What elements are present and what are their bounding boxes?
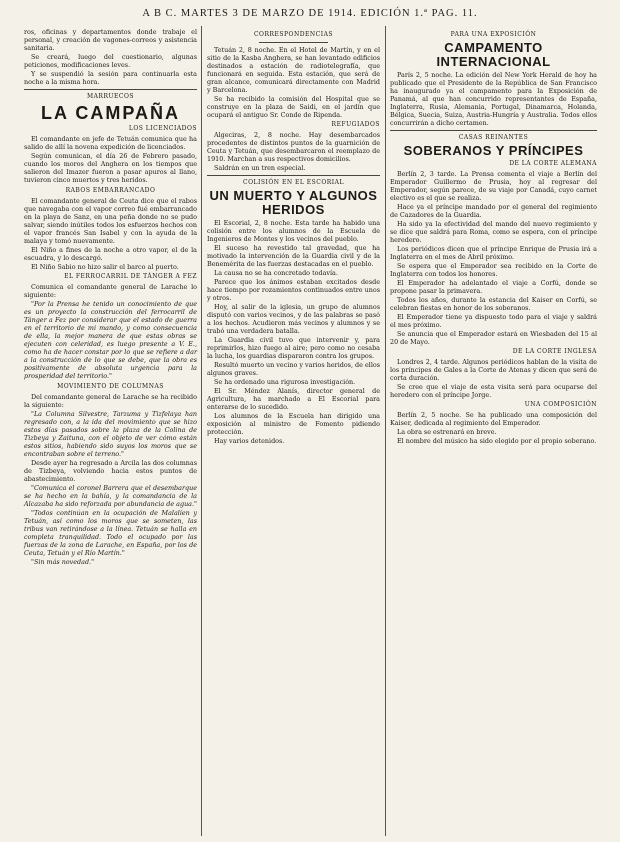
- subhead: DE LA CORTE ALEMANA: [509, 160, 597, 167]
- column-1: [24, 28, 197, 567]
- subhead: REFUGIADOS: [331, 121, 380, 128]
- paragraph: Parece que los ánimos estaban excitados desde hace tiempo por rozamientos continuados entre unos y otros.: [207, 278, 380, 302]
- paragraph: Se creará, luego del cuestionario, algunas peticiones, modificaciones leves.: [24, 53, 197, 69]
- paragraph: Desde ayer ha regresado a Arcila las dos columnas de Tizbeya, volviendo hacia estos puntos de abastecimiento.: [24, 459, 197, 483]
- section-kicker: CORRESPONDENCIAS: [253, 31, 334, 38]
- paragraph: El Sr. Méndez Alanís, director general de Agricultura, ha marchado a El Escorial para enterarse de lo sucedido.: [207, 387, 380, 411]
- column-3: [390, 28, 597, 446]
- column-rule: [385, 26, 386, 836]
- paragraph: Los alumnos de la Escuela han dirigido una exposición al ministro de Fomento pidiendo protección.: [207, 412, 380, 436]
- paragraph: El comandante general de Ceuta dice que el rabos que navegaba con el vapor correo fué embarrancado en la playa de Sanz, en una peña donde no se pudo salvar, siendo inútiles todos los esfuerzos hechos con el vapor francés San Isabel y con la ayuda de la malaya y tomó nuevamente.: [24, 197, 197, 245]
- headline: SOBERANOS Y PRÍNCIPES: [403, 143, 584, 158]
- subhead: MOVIMIENTO DE COLUMNAS: [57, 383, 164, 390]
- paragraph: Hay varios detenidos.: [214, 437, 285, 445]
- subhead: RABOS EMBARRANCADO: [65, 187, 156, 194]
- column-rule: [201, 26, 202, 836]
- paragraph: Hoy, al salir de la iglesia, un grupo de alumnos disputó con varios vecinos, y de las palabras se pasó a los hechos. Acudieron más vecinos y alumnos y se trabó una verdadera batalla.: [207, 303, 380, 335]
- paragraph: Berlín 2, 5 noche. Se ha publicado una composición del Kaiser, dedicada al regimiento del Emperador.: [390, 411, 597, 427]
- divider: [24, 89, 197, 90]
- paragraph: "La Columna Silvestre, Tarzuma y Tizfelaya han regresado con, a la ida del movimiento que se hizo estos días pasados sobre la plaza de la Colina de Tizbeya y Zaituna, con el objeto de ver cómo están estos sitios, habiendo sido suyos los moros que se encontraban sobre el terreno.": [24, 410, 197, 458]
- paragraph: "Sin más novedad.": [31, 558, 95, 566]
- subhead: UNA COMPOSICIÓN: [524, 401, 597, 408]
- paragraph: El Niño a fines de la noche a otro vapor, el de la escuadra, y lo descargó.: [24, 246, 197, 262]
- divider: [259, 42, 328, 43]
- paragraph: "Todos continúan en la ocupación de Malalíen y Tetuán, así como los moros que se someten, las tribus van retirándose a la línea. Tetuán se halla en completa tranquilidad. Todo el ocupado por las fuerzas de la zona de Larache, en España, por los de Ceuta, Tetuán y el Río Martín.": [24, 509, 197, 557]
- paragraph: Tetuán 2, 8 noche. En el Hotel de Martín, y en el sitio de la Kasba Anghera, se han levantado edificios destinados a estación de radiotelegrafía, que funcionará en seguida. Esta estación, que será de gran alcance, comunicará directamente con Madrid y Barcelona.: [207, 46, 380, 94]
- paragraph: La causa no se ha concretado todavía.: [214, 269, 338, 277]
- subhead: DE LA CORTE INGLESA: [512, 348, 597, 355]
- paragraph: Berlín 2, 3 tarde. La Prensa comenta el viaje a Berlín del Emperador Guillermo de Prusia, hoy al regresar del Emperador, según parece, de su viaje por Canadá, cuyo carnet electivo es el que se realiza.: [390, 170, 597, 202]
- section-kicker: PARA UNA EXPOSICIÓN: [450, 31, 537, 38]
- paragraph: Se espera que el Emperador sea recibido en la Corte de Inglaterra con todos los honores.: [390, 262, 597, 278]
- paragraph: Se ha recibido la comisión del Hospital que se construye en la plaza de Saidi, en el jardín que ocupará el antiguo Sr. Conde de Ripenda.: [207, 95, 380, 119]
- paragraph: Todos los años, durante la estancia del Kaiser en Corfú, se celebran fiestas en honor de los soberanos.: [390, 296, 597, 312]
- headline: CAMPAMENTO INTERNACIONAL: [436, 40, 551, 69]
- column-2: [207, 28, 380, 446]
- paragraph: El Escorial, 2, 8 noche. Esta tarde ha habido una colisión entre los alumnos de la Escuela de Ingenieros de Montes y los vecinos del pueblo.: [207, 219, 380, 243]
- paragraph: El suceso ha revestido tal gravedad, que ha motivado la intervención de la Guardia civil y de la Benemérita de las fuerzas destacadas en el pueblo.: [207, 244, 380, 268]
- divider: [207, 175, 380, 176]
- subhead: EL FERROCARRIL DE TÁNGER A FEZ: [64, 273, 197, 280]
- paragraph: El comandante en jefe de Tetuán comunica que ha salido de allí la novena expedición de licenciados.: [24, 135, 197, 151]
- paragraph: "Por la Prensa he tenido un conocimiento de que es un proyecto la construcción del ferrocarril de Tánger a Fez por considerar que el estado de guerra en el territorio de mi mando, y como consecuencia de ella, la mejor manera de que estas obras se ejecuten con celeridad, es luego presente a V. E., como ha de hacer constar por lo que se refiere a dar a la construcción de lo que se debe, que la obra es positivamente de absoluta urgencia para la prosperidad del territorio.": [24, 300, 197, 380]
- subhead: LOS LICENCIADOS: [128, 125, 197, 132]
- paragraph: Algeciras, 2, 8 noche. Hay desembarcados procedentes de distintos puntos de la guarnición de Ceuta y Tetuán, que desembarcaron el reemplazo de 1910. Marchan a sus respectivos domicilios.: [207, 131, 380, 163]
- paragraph: Saldrán en un tren especial.: [214, 164, 306, 172]
- paragraph: Ha sido ya la efectividad del mando del nuevo regimiento y se dice que saldrá para Roma, como se espera, con el príncipe heredero.: [390, 220, 597, 244]
- paragraph: Resultó muerto un vecino y varios heridos, de ellos algunos graves.: [207, 361, 380, 377]
- paragraph: La obra se estrenará en breve.: [397, 428, 497, 436]
- headline: UN MUERTO Y ALGUNOS HERIDOS: [209, 188, 378, 217]
- paragraph: ros, oficinas y departamentos donde trabaje el personal, y creación de vagones-correos y asistencia sanitaria.: [24, 28, 197, 52]
- paragraph: Londres 2, 4 tarde. Algunos periódicos hablan de la visita de los príncipes de Gales a la Corte de Atenas y dicen que será de corta duración.: [390, 358, 597, 382]
- paragraph: Hace ya el príncipe mandado por el general del regimiento de Cazadores de la Guardia.: [390, 203, 597, 219]
- section-kicker: CASAS REINANTES: [458, 134, 529, 141]
- divider: [390, 130, 597, 131]
- paragraph: Se cree que el viaje de esta visita será para ocuparse del heredero con el príncipe Jorge.: [390, 383, 597, 399]
- paragraph: Según comunican, el día 26 de Febrero pasado, cuando los moros del Anghera en los tiempos que salieron del Imazer fueron a pasar apuros al llano, tuvieron cinco muertos y tres heridos.: [24, 152, 197, 184]
- paragraph: París 2, 5 noche. La edición del New York Herald de hoy ha publicado que el Presidente de la República de San Francisco ha inaugurado ya el campamento para la Exposición de Panamá, al que han concurrido representantes de España, Inglaterra, Rusia, Alemania, Portugal, Dinamarca, Holanda, Bélgica, Suecia, Suiza, Austria-Hungría y Australia. Todos ellos concurrirán a dicho certamen.: [390, 71, 597, 127]
- paragraph: El Niño Sabio no hizo salir el barco al puerto.: [31, 263, 179, 271]
- paragraph: Comunica el comandante general de Larache lo siguiente:: [24, 283, 197, 299]
- paragraph: "Comunica el coronel Barrera que el desembarque se ha hecho en la bahía, y la comandancia de la Alcazaba ha sido reforzada por abundancia de agua.": [24, 484, 197, 508]
- paragraph: Y se suspendió la sesión para continuarla esta noche a la misma hora.: [24, 70, 197, 86]
- masthead: A B C. MARTES 3 DE MARZO DE 1914. EDICIÓN 1.ª PAG. 11.: [142, 8, 478, 19]
- paragraph: El Emperador ha adelantado el viaje a Corfú, donde se propone pasar la primavera.: [390, 279, 597, 295]
- section-kicker: MARRUECOS: [86, 93, 135, 100]
- paragraph: La Guardia civil tuvo que intervenir y, para reprimirlos, hizo fuego al aire; pero como no cesaba la lucha, los guardias dispararon contra los grupos.: [207, 336, 380, 360]
- section-kicker: COLISIÓN EN EL ESCORIAL: [243, 179, 344, 186]
- paragraph: Del comandante general de Larache se ha recibido la siguiente:: [24, 393, 197, 409]
- paragraph: El nombre del músico ha sido elegido por el propio soberano.: [397, 437, 597, 445]
- headline: LA CAMPAÑA: [41, 103, 180, 123]
- paragraph: Se ha ordenado una rigurosa investigación.: [214, 378, 356, 386]
- paragraph: El Emperador tiene ya dispuesto todo para el viaje y saldrá el mes próximo.: [390, 313, 597, 329]
- paragraph: Los periódicos dicen que el príncipe Enrique de Prusia irá a Inglaterra en el mes de Abril próximo.: [390, 245, 597, 261]
- paragraph: Se anuncia que el Emperador estará en Wiesbaden del 15 al 20 de Mayo.: [390, 330, 597, 346]
